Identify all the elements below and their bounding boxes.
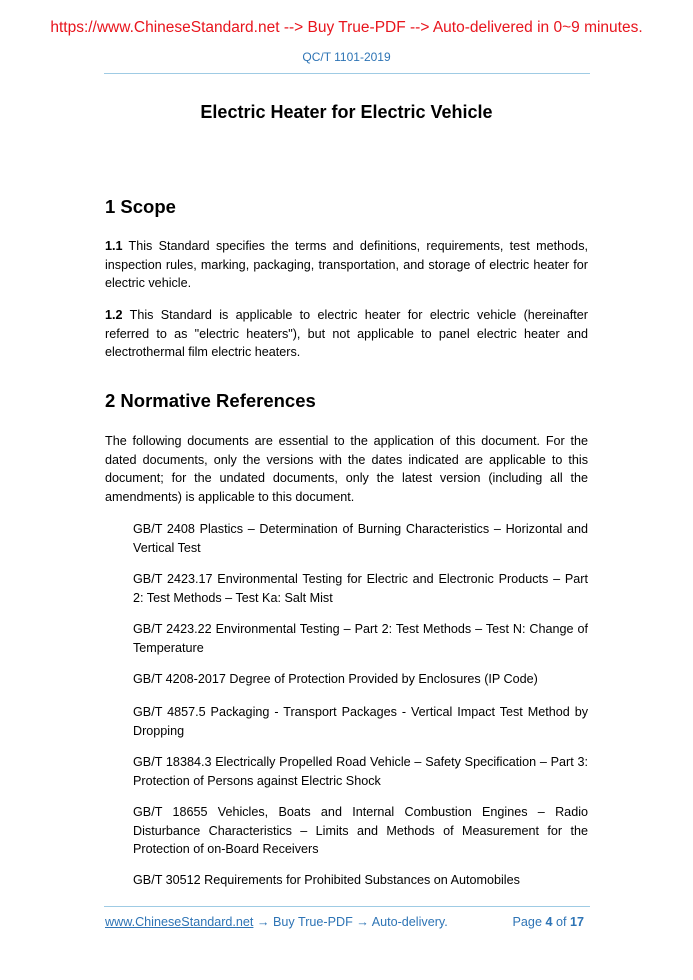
reference-item: GB/T 2423.22 Environmental Testing – Part 2: Test Methods – Test N: Change of Temperature [133,622,588,655]
reference-item: GB/T 18655 Vehicles, Boats and Internal Combustion Engines – Radio Disturbance Characteristics – Limits and Methods of Measurement for the Protection of on-Board Receivers [133,805,588,857]
references-intro: The following documents are essential to the application of this document. For the dated documents, only the versions with the dates indicated are applicable to this document; for the undated documents, only the latest version (including all the amendments) is applicable to this document. [105,434,588,504]
reference-item: GB/T 2423.17 Environmental Testing for Electric and Electronic Products – Part 2: Test Methods – Test Ka: Salt Mist [133,572,588,605]
clause-number: 1.1 [105,239,123,253]
promo-banner: https://www.ChineseStandard.net --> Buy True-PDF --> Auto-delivered in 0~9 minutes. [50,19,643,36]
document-title: Electric Heater for Electric Vehicle [200,102,493,122]
header-divider [104,73,590,74]
standard-code: QC/T 1101-2019 [302,50,391,64]
footer-divider [104,906,590,907]
clause-1-2 [105,306,588,362]
footer-text: → Buy True-PDF → Auto-delivery. [253,915,448,929]
reference-item: GB/T 18384.3 Electrically Propelled Road Vehicle – Safety Specification – Part 3: Protection of Persons against Electric Shock [133,755,588,788]
clause-text: This Standard is applicable to electric heater for electric vehicle (hereinafter referred to as "electric heaters"), but not applicable to panel electric heater and electrothermal film electric heaters. [105,308,588,360]
section-heading-scope: 1 Scope [105,196,176,217]
reference-item: GB/T 30512 Requirements for Prohibited Substances on Automobiles [133,873,520,887]
clause-1-1 [105,237,588,293]
page-number [513,915,584,929]
page-of: of [552,915,570,929]
page-label: Page [512,915,546,929]
current-page: 4 [545,915,553,929]
footer-link[interactable]: www.ChineseStandard.net [105,915,254,929]
clause-number: 1.2 [105,308,123,322]
clause-text: This Standard specifies the terms and definitions, requirements, test methods, inspection rules, marking, packaging, transportation, and storage of electric heater for electric vehicle. [105,239,588,291]
reference-item: GB/T 2408 Plastics – Determination of Burning Characteristics – Horizontal and Vertical Test [133,522,588,555]
footer [105,915,588,929]
total-pages: 17 [569,915,584,929]
section-heading-normative-references: 2 Normative References [105,390,316,411]
reference-item: GB/T 4857.5 Packaging - Transport Packages - Vertical Impact Test Method by Dropping [133,705,588,738]
reference-item: GB/T 4208-2017 Degree of Protection Provided by Enclosures (IP Code) [133,672,538,686]
